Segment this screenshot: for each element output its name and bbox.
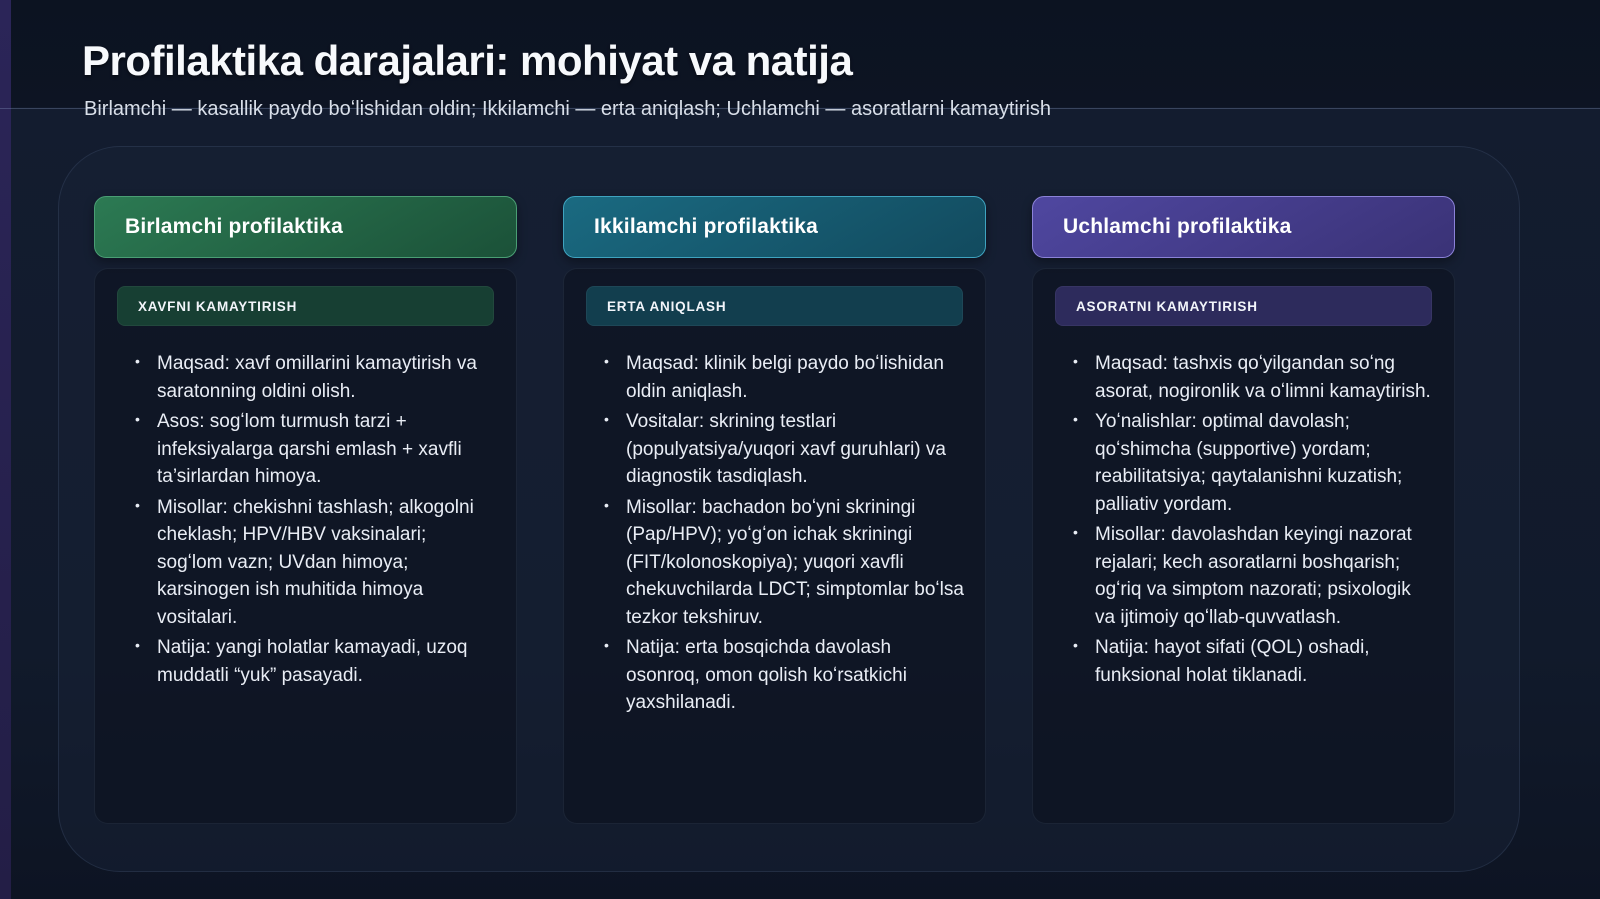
page-subtitle: Birlamchi — kasallik paydo boʻlishidan oldin; Ikkilamchi — erta aniqlash; Uchlamchi — asoratlarni kamaytirish [84, 98, 1052, 120]
bullet-item: • Maqsad: klinik belgi paydo boʻlishidan oldin aniqlash. [626, 350, 965, 405]
card-ikkilamchi-profilaktika [563, 196, 986, 824]
badge-label: XAVFNI KAMAYTIRISH [138, 298, 298, 314]
bullet-list [564, 350, 985, 717]
card-body [94, 268, 517, 824]
card-body [1032, 268, 1455, 824]
left-accent-strip [0, 0, 11, 899]
bullet-item: • Yoʻnalishlar: optimal davolash; qoʻshimcha (supportive) yordam; reabilitatsiya; qaytalanishni kuzatish; palliativ yordam. [1095, 408, 1434, 518]
bullet-item: • Misollar: bachadon boʻyni skriningi (Pap/HPV); yoʻgʻon ichak skriningi (FIT/kolonoskopiya); yuqori xavfli chekuvchilarda LDCT; simptomlar boʻlsa tezkor tekshiruv. [626, 494, 965, 632]
bullet-item: • Maqsad: tashxis qoʻyilgandan soʻng asorat, nogironlik va oʻlimni kamaytirish. [1095, 350, 1434, 405]
cards-row [94, 196, 1455, 824]
page-title: Profilaktika darajalari: mohiyat va natija [82, 37, 853, 84]
badge-label: ASORATNI KAMAYTIRISH [1076, 298, 1258, 314]
badge-asoratni-kamaytirish [1055, 286, 1432, 326]
bullet-item: • Misollar: davolashdan keyingi nazorat rejalari; kech asoratlarni boshqarish; ogʻriq va simptom nazorati; psixologik va ijtimoiy qoʻllab-quvvatlash. [1095, 521, 1434, 631]
bullet-list [1033, 350, 1454, 689]
bullet-item: • Natija: hayot sifati (QOL) oshadi, funksional holat tiklanadi. [1095, 634, 1434, 689]
bullet-item: • Asos: sogʻlom turmush tarzi + infeksiyalarga qarshi emlash + xavfli ta’sirlardan himoya. [157, 408, 496, 491]
card-header-primary [94, 196, 517, 258]
card-body [563, 268, 986, 824]
card-header-tertiary [1032, 196, 1455, 258]
badge-label: ERTA ANIQLASH [607, 298, 727, 314]
bullet-item: • Natija: yangi holatlar kamayadi, uzoq muddatli “yuk” pasayadi. [157, 634, 496, 689]
bullet-item: • Misollar: chekishni tashlash; alkogolni cheklash; HPV/HBV vaksinalari; sogʻlom vazn; UVdan himoya; karsinogen ish muhitida himoya vositalari. [157, 494, 496, 632]
card-title: Uchlamchi profilaktika [1063, 215, 1292, 238]
content-panel [58, 146, 1520, 872]
bullet-item: • Vositalar: skrining testlari (populyatsiya/yuqori xavf guruhlari) va diagnostik tasdiqlash. [626, 408, 965, 491]
card-title: Birlamchi profilaktika [125, 215, 343, 238]
bullet-item: • Maqsad: xavf omillarini kamaytirish va saratonning oldini olish. [157, 350, 496, 405]
bullet-list [95, 350, 516, 689]
badge-erta-aniqlash [586, 286, 963, 326]
card-birlamchi-profilaktika [94, 196, 517, 824]
badge-xavfni-kamaytirish [117, 286, 494, 326]
card-title: Ikkilamchi profilaktika [594, 215, 819, 238]
card-header-secondary [563, 196, 986, 258]
bullet-item: • Natija: erta bosqichda davolash osonroq, omon qolish koʻrsatkichi yaxshilanadi. [626, 634, 965, 717]
card-uchlamchi-profilaktika [1032, 196, 1455, 824]
